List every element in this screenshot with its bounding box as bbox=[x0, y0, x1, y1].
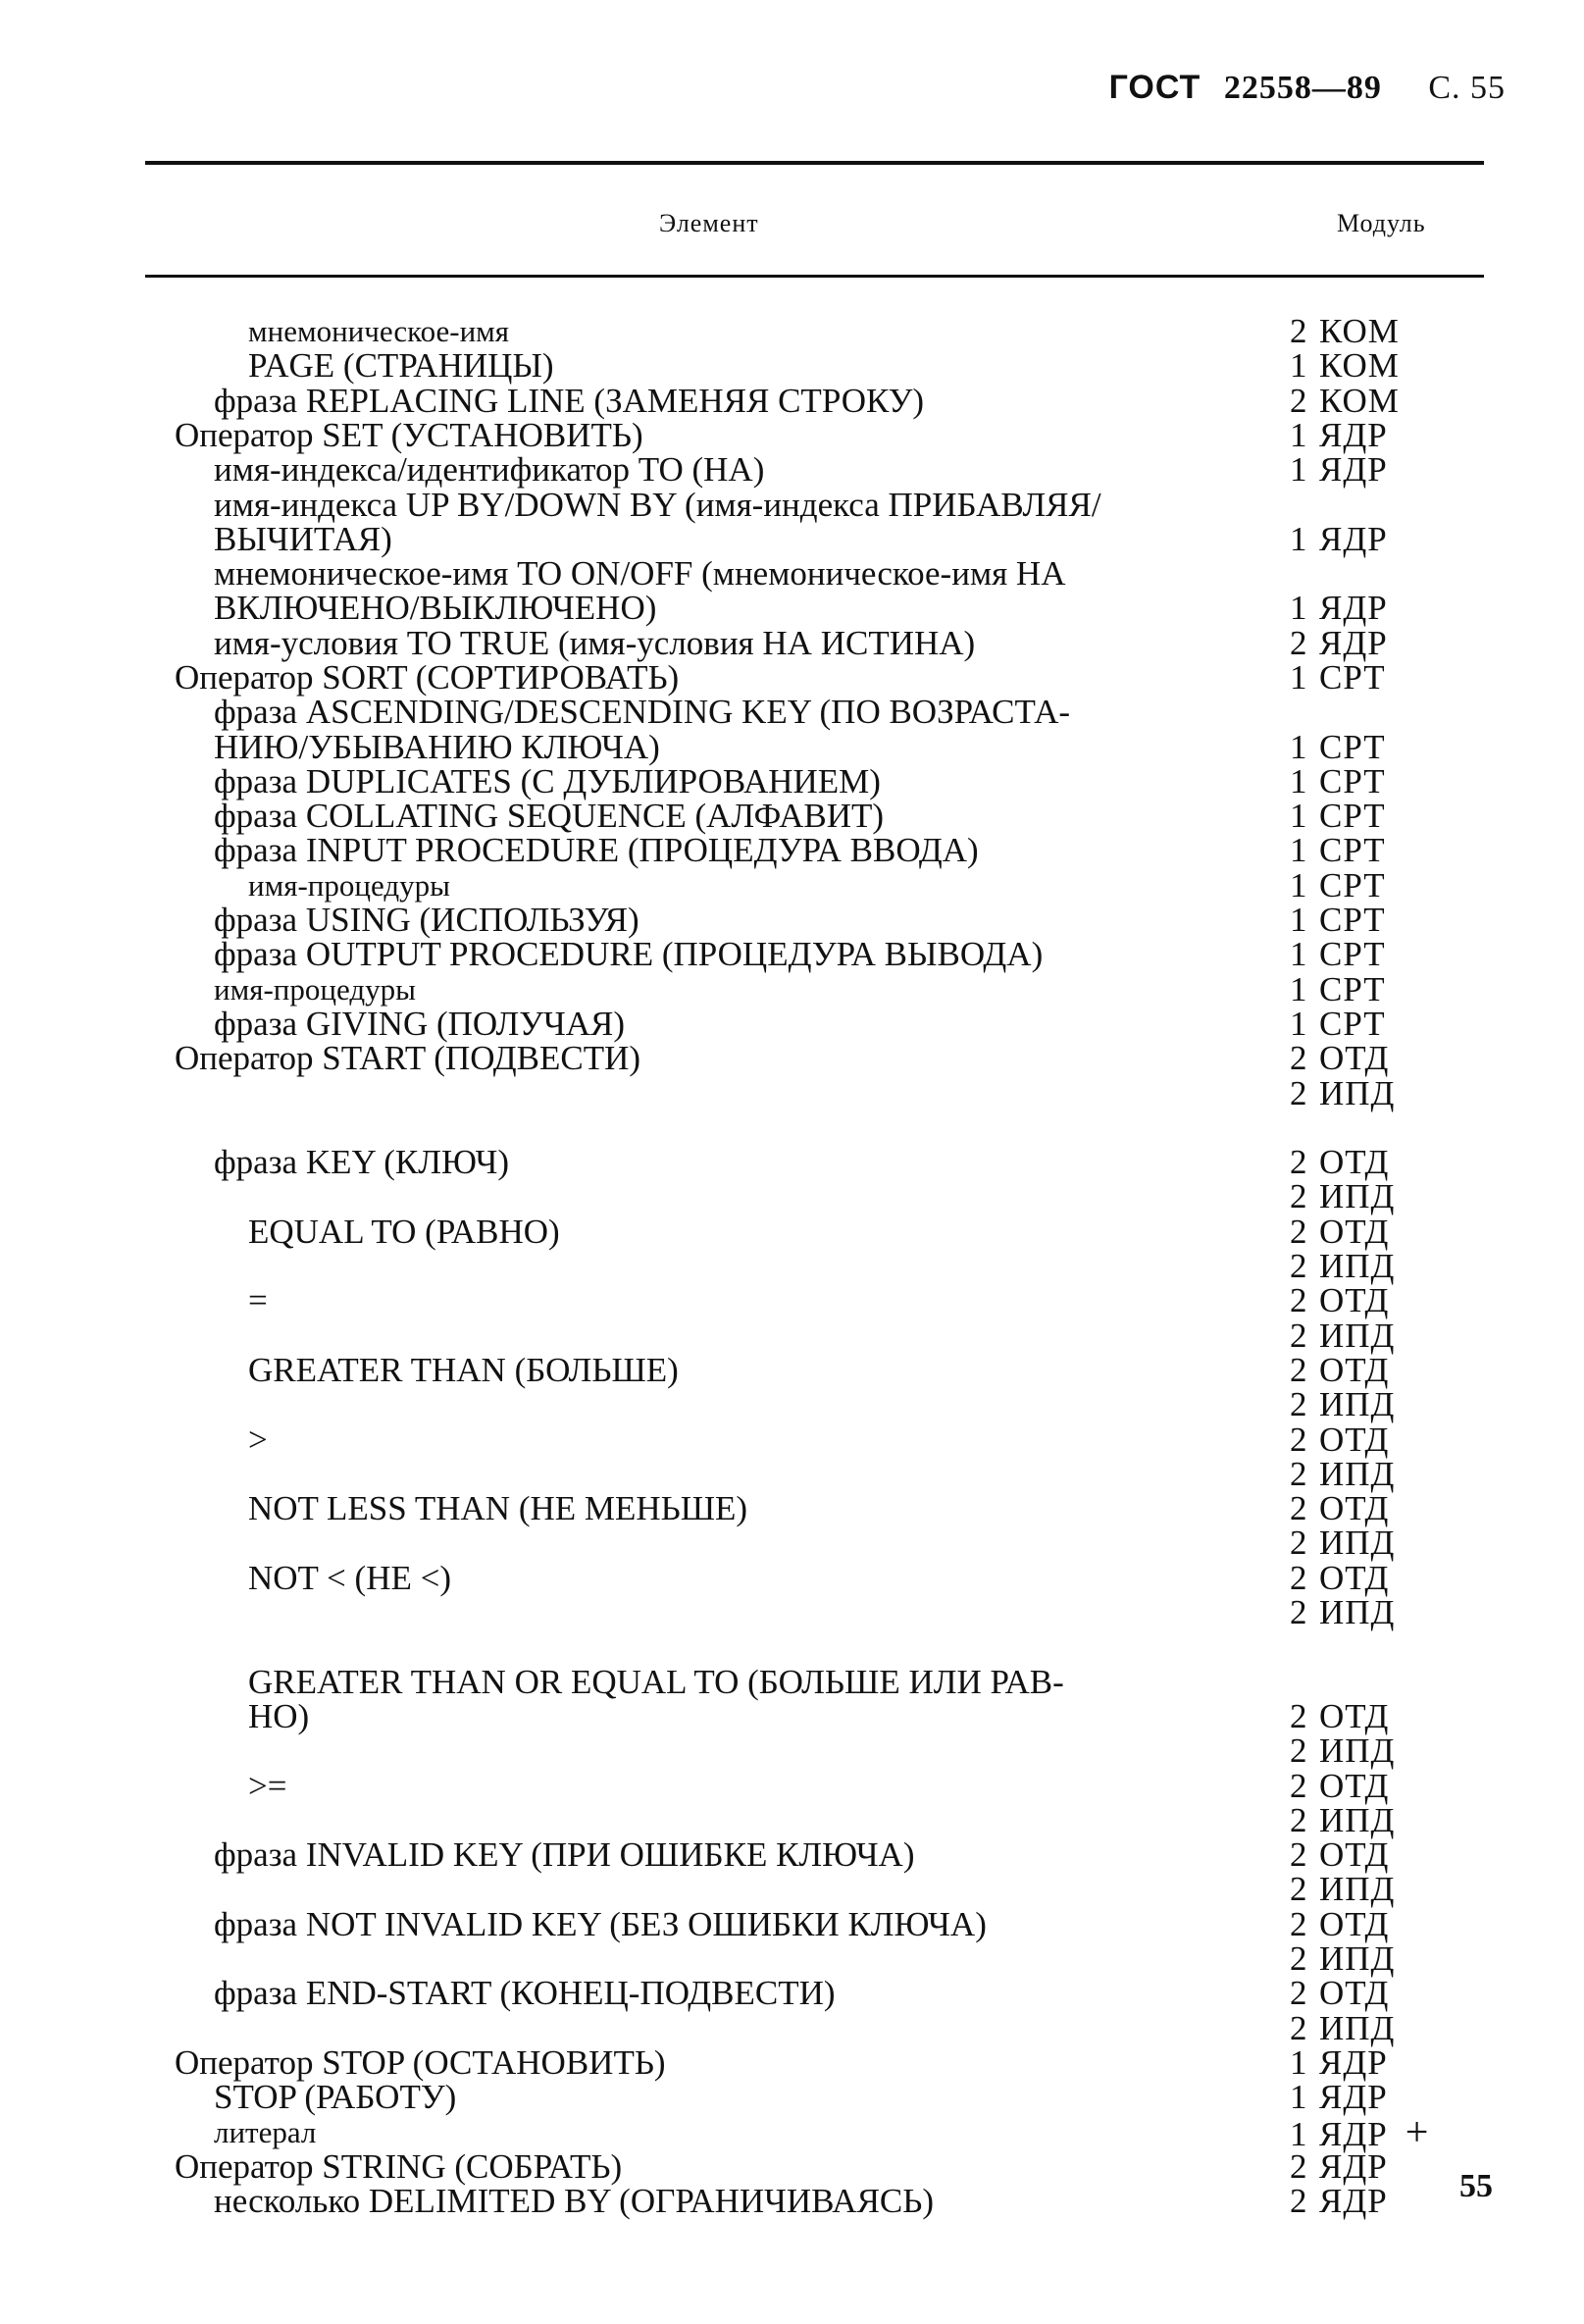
table-row bbox=[0, 1665, 1584, 1700]
module-code: ОТД bbox=[1319, 1974, 1390, 2012]
table-row bbox=[0, 1041, 1584, 1076]
module-code: ИПД bbox=[1319, 1455, 1396, 1493]
module-code: ИПД bbox=[1319, 1870, 1396, 1908]
table-row bbox=[0, 764, 1584, 800]
module-cell bbox=[1290, 2011, 1395, 2046]
module-cell bbox=[1290, 1803, 1395, 1838]
module-code: СРТ bbox=[1319, 762, 1386, 800]
module-level: 1 bbox=[1290, 831, 1307, 869]
element-text: Оператор STOP (ОСТАНОВИТЬ) bbox=[175, 2043, 666, 2082]
table-row bbox=[0, 903, 1584, 938]
module-code: ИПД bbox=[1319, 2009, 1396, 2047]
module-cell bbox=[1290, 660, 1386, 696]
module-cell bbox=[1290, 2080, 1388, 2115]
module-cell bbox=[1290, 1457, 1395, 1492]
module-level: 2 bbox=[1290, 1039, 1307, 1077]
module-code: ИПД bbox=[1319, 1177, 1396, 1215]
table-row bbox=[0, 1007, 1584, 1042]
element-text: > bbox=[248, 1420, 268, 1459]
table-row bbox=[0, 1733, 1584, 1769]
module-code: СРТ bbox=[1319, 1005, 1386, 1043]
element-text: НО) bbox=[248, 1697, 310, 1735]
module-cell bbox=[1290, 833, 1386, 868]
table-row bbox=[0, 937, 1584, 972]
table-row bbox=[0, 2045, 1584, 2081]
module-code: СРТ bbox=[1319, 866, 1386, 904]
element-text: имя-процедуры bbox=[214, 972, 416, 1007]
module-level: 1 bbox=[1290, 346, 1307, 385]
module-level: 1 bbox=[1290, 450, 1307, 489]
module-level: 2 bbox=[1290, 1767, 1307, 1805]
module-code: СРТ bbox=[1319, 935, 1386, 973]
module-code: ОТД bbox=[1319, 1559, 1390, 1597]
table-row bbox=[0, 1872, 1584, 1907]
module-code: ЯДР bbox=[1319, 450, 1388, 489]
table-row bbox=[0, 2110, 1584, 2155]
module-level: 2 bbox=[1290, 2182, 1307, 2220]
module-cell bbox=[1290, 1699, 1389, 1734]
module-level: 2 bbox=[1290, 2147, 1307, 2186]
module-code: ИПД bbox=[1319, 1593, 1396, 1631]
module-cell bbox=[1290, 799, 1386, 834]
module-cell bbox=[1290, 1353, 1389, 1388]
module-cell bbox=[1290, 452, 1388, 488]
module-cell bbox=[1290, 314, 1400, 349]
module-cell bbox=[1290, 1318, 1395, 1354]
table-row bbox=[0, 2011, 1584, 2046]
module-cell bbox=[1290, 384, 1400, 419]
module-code: ОТД bbox=[1319, 1697, 1390, 1735]
element-text: фраза END-START (КОНЕЦ-ПОДВЕСТИ) bbox=[214, 1974, 836, 2012]
table-header-rule bbox=[145, 275, 1484, 278]
module-level: 1 bbox=[1290, 416, 1307, 454]
table-row bbox=[0, 2149, 1584, 2185]
table-row bbox=[0, 695, 1584, 730]
element-text: имя-процедуры bbox=[248, 868, 450, 903]
module-cell bbox=[1290, 1769, 1389, 1804]
element-text: ВКЛЮЧЕНО/ВЫКЛЮЧЕНО) bbox=[214, 589, 657, 627]
gost-label: ГОСТ bbox=[1108, 69, 1201, 106]
module-code: ИПД bbox=[1319, 1317, 1396, 1355]
element-text: фраза OUTPUT PROCEDURE (ПРОЦЕДУРА ВЫВОДА) bbox=[214, 935, 1044, 973]
module-code: СРТ bbox=[1319, 797, 1386, 835]
module-cell bbox=[1290, 1872, 1395, 1907]
element-text: фраза USING (ИСПОЛЬЗУЯ) bbox=[214, 901, 639, 939]
table-row bbox=[0, 591, 1584, 626]
module-code: ЯДР bbox=[1319, 624, 1388, 662]
table-row bbox=[0, 1525, 1584, 1561]
module-cell bbox=[1290, 522, 1388, 557]
module-cell bbox=[1290, 1007, 1386, 1042]
module-cell bbox=[1290, 1214, 1389, 1250]
module-cell bbox=[1290, 1422, 1389, 1458]
module-cell bbox=[1290, 2149, 1388, 2185]
module-level: 2 bbox=[1290, 1420, 1307, 1459]
table-row bbox=[0, 1491, 1584, 1526]
element-text: ВЫЧИТАЯ) bbox=[214, 520, 392, 558]
module-cell bbox=[1290, 591, 1388, 626]
element-text: фраза INPUT PROCEDURE (ПРОЦЕДУРА ВВОДА) bbox=[214, 831, 979, 869]
module-level: 2 bbox=[1290, 1593, 1307, 1631]
element-text: GREATER THAN (БОЛЬШЕ) bbox=[248, 1351, 679, 1389]
column-header-module: Модуль bbox=[1337, 209, 1426, 237]
module-cell bbox=[1290, 1491, 1389, 1526]
module-cell bbox=[1290, 764, 1386, 800]
module-code: СРТ bbox=[1319, 970, 1386, 1008]
module-level: 2 bbox=[1290, 1559, 1307, 1597]
module-code: ОТД bbox=[1319, 1039, 1390, 1077]
module-code: ОТД bbox=[1319, 1351, 1390, 1389]
module-code: ОТД bbox=[1319, 1489, 1390, 1527]
element-text: фраза ASCENDING/DESCENDING KEY (ПО ВОЗРАСТА- bbox=[214, 693, 1071, 731]
module-level: 1 bbox=[1290, 866, 1307, 904]
module-level: 2 bbox=[1290, 2009, 1307, 2047]
table-top-rule bbox=[145, 161, 1484, 165]
module-level: 2 bbox=[1290, 1351, 1307, 1389]
module-code: ИПД bbox=[1319, 1801, 1396, 1839]
module-code: КОМ bbox=[1319, 346, 1400, 385]
module-cell bbox=[1290, 626, 1388, 661]
module-level: 1 bbox=[1290, 970, 1307, 1008]
table-row bbox=[0, 1179, 1584, 1214]
module-code: ЯДР bbox=[1319, 2043, 1388, 2082]
module-cell bbox=[1290, 1941, 1395, 1977]
table-row bbox=[0, 384, 1584, 419]
element-text: мнемоническое-имя bbox=[248, 314, 510, 348]
module-code: ЯДР bbox=[1319, 520, 1388, 558]
module-code: ИПД bbox=[1319, 1731, 1396, 1770]
table-row bbox=[0, 1457, 1584, 1492]
module-code: ОТД bbox=[1319, 1905, 1390, 1943]
element-text: STOP (РАБОТУ) bbox=[214, 2078, 457, 2116]
module-level: 2 bbox=[1290, 1801, 1307, 1839]
table-row bbox=[0, 799, 1584, 834]
module-level: 2 bbox=[1290, 1074, 1307, 1112]
module-code: СРТ bbox=[1319, 831, 1386, 869]
table-row bbox=[0, 1249, 1584, 1284]
module-level: 1 bbox=[1290, 2078, 1307, 2116]
module-cell bbox=[1290, 1076, 1395, 1111]
module-level: 2 bbox=[1290, 1281, 1307, 1319]
element-text: >= bbox=[248, 1767, 287, 1805]
module-code: ОТД bbox=[1319, 1213, 1390, 1251]
table-row bbox=[0, 1699, 1584, 1734]
table-row bbox=[0, 972, 1584, 1007]
module-level: 2 bbox=[1290, 312, 1307, 350]
table-row bbox=[0, 1145, 1584, 1180]
module-code: ИПД bbox=[1319, 1247, 1396, 1285]
module-cell bbox=[1290, 730, 1386, 765]
module-cell bbox=[1290, 903, 1386, 938]
plus-mark: + bbox=[1405, 2110, 1429, 2155]
table-row bbox=[0, 1976, 1584, 2011]
module-level: 1 bbox=[1290, 2115, 1307, 2153]
module-level: 1 bbox=[1290, 2043, 1307, 2082]
module-cell bbox=[1290, 1525, 1395, 1561]
module-code: ОТД bbox=[1319, 1767, 1390, 1805]
module-level: 2 bbox=[1290, 1524, 1307, 1562]
module-code: ИПД bbox=[1319, 1524, 1396, 1562]
table-row bbox=[0, 348, 1584, 384]
table-row bbox=[0, 1803, 1584, 1838]
module-code: ИПД bbox=[1319, 1074, 1396, 1112]
module-level: 1 bbox=[1290, 901, 1307, 939]
module-cell bbox=[1290, 937, 1386, 972]
element-text: EQUAL TO (РАВНО) bbox=[248, 1213, 560, 1251]
module-cell bbox=[1290, 1595, 1395, 1630]
column-header-element: Элемент bbox=[659, 209, 759, 237]
module-code: СРТ bbox=[1319, 728, 1386, 766]
module-cell bbox=[1290, 1249, 1395, 1284]
module-code: ЯДР bbox=[1319, 2147, 1388, 2186]
table-row bbox=[0, 556, 1584, 592]
module-level: 1 bbox=[1290, 762, 1307, 800]
element-text: Оператор SET (УСТАНОВИТЬ) bbox=[175, 416, 643, 454]
header-page: С. 55 bbox=[1428, 70, 1506, 106]
table-row bbox=[0, 418, 1584, 453]
element-text: фраза COLLATING SEQUENCE (АЛФАВИТ) bbox=[214, 797, 885, 835]
table-row bbox=[0, 626, 1584, 661]
module-level: 1 bbox=[1290, 1005, 1307, 1043]
table-row bbox=[0, 488, 1584, 523]
module-code: ЯДР bbox=[1319, 2115, 1388, 2153]
table-row bbox=[0, 730, 1584, 765]
table-row bbox=[0, 1595, 1584, 1630]
element-text: GREATER THAN OR EQUAL TO (БОЛЬШЕ ИЛИ РАВ- bbox=[248, 1663, 1064, 1701]
table-row bbox=[0, 660, 1584, 696]
table-row bbox=[0, 1076, 1584, 1111]
element-text: фраза GIVING (ПОЛУЧАЯ) bbox=[214, 1005, 625, 1043]
module-cell bbox=[1290, 1976, 1389, 2011]
module-cell bbox=[1290, 1041, 1389, 1076]
element-text: имя-индекса UP BY/DOWN BY (имя-индекса ПРИБАВЛЯЯ/ bbox=[214, 486, 1101, 524]
module-level: 2 bbox=[1290, 1247, 1307, 1285]
module-level: 2 bbox=[1290, 1455, 1307, 1493]
module-cell bbox=[1290, 348, 1400, 384]
module-level: 2 bbox=[1290, 1731, 1307, 1770]
module-level: 1 bbox=[1290, 728, 1307, 766]
module-cell bbox=[1290, 1837, 1389, 1873]
module-code: КОМ bbox=[1319, 382, 1400, 420]
module-level: 2 bbox=[1290, 1489, 1307, 1527]
element-text: фраза INVALID KEY (ПРИ ОШИБКЕ КЛЮЧА) bbox=[214, 1835, 915, 1874]
table-row bbox=[0, 522, 1584, 557]
module-level: 2 bbox=[1290, 1870, 1307, 1908]
table-row bbox=[0, 314, 1584, 349]
module-code: ЯДР bbox=[1319, 416, 1388, 454]
page-header bbox=[1109, 69, 1506, 107]
element-text: = bbox=[248, 1281, 268, 1319]
table-row bbox=[0, 2184, 1584, 2219]
element-text: несколько DELIMITED BY (ОГРАНИЧИВАЯСЬ) bbox=[214, 2182, 935, 2220]
module-level: 2 bbox=[1290, 1317, 1307, 1355]
module-cell bbox=[1290, 2184, 1388, 2219]
element-text: литерал bbox=[214, 2115, 317, 2149]
module-cell bbox=[1290, 972, 1386, 1007]
module-level: 2 bbox=[1290, 1697, 1307, 1735]
page-number: 55 bbox=[1459, 2168, 1493, 2204]
table-row bbox=[0, 1769, 1584, 1804]
element-text: НИЮ/УБЫВАНИЮ КЛЮЧА) bbox=[214, 728, 660, 766]
element-text: фраза KEY (КЛЮЧ) bbox=[214, 1143, 509, 1181]
module-level: 1 bbox=[1290, 797, 1307, 835]
table-row bbox=[0, 1941, 1584, 1977]
module-cell bbox=[1290, 1179, 1395, 1214]
module-code: ИПД bbox=[1319, 1939, 1396, 1978]
module-code: ОТД bbox=[1319, 1143, 1390, 1181]
module-level: 2 bbox=[1290, 1905, 1307, 1943]
module-level: 2 bbox=[1290, 382, 1307, 420]
standard-number: 22558—89 bbox=[1223, 70, 1382, 106]
element-text: Оператор START (ПОДВЕСТИ) bbox=[175, 1039, 641, 1077]
module-level: 2 bbox=[1290, 1939, 1307, 1978]
module-cell bbox=[1290, 1907, 1389, 1942]
element-text: имя-индекса/идентификатор TO (НА) bbox=[214, 450, 765, 489]
module-level: 1 bbox=[1290, 520, 1307, 558]
module-code: ОТД bbox=[1319, 1281, 1390, 1319]
module-level: 2 bbox=[1290, 1835, 1307, 1874]
module-cell bbox=[1290, 868, 1386, 904]
module-level: 1 bbox=[1290, 658, 1307, 697]
module-cell bbox=[1290, 1145, 1389, 1180]
table-row bbox=[0, 1214, 1584, 1250]
module-code: ОТД bbox=[1319, 1835, 1390, 1874]
table-row bbox=[0, 452, 1584, 488]
module-level: 2 bbox=[1290, 1213, 1307, 1251]
module-cell bbox=[1290, 1387, 1395, 1422]
table-row bbox=[0, 1318, 1584, 1354]
table-row bbox=[0, 1837, 1584, 1873]
element-text: NOT LESS THAN (НЕ МЕНЬШЕ) bbox=[248, 1489, 748, 1527]
element-text: имя-условия TO TRUE (имя-условия НА ИСТИНА) bbox=[214, 624, 976, 662]
table-row bbox=[0, 1283, 1584, 1318]
element-text: фраза DUPLICATES (С ДУБЛИРОВАНИЕМ) bbox=[214, 762, 881, 800]
module-code: ЯДР bbox=[1319, 2182, 1388, 2220]
table-row bbox=[0, 833, 1584, 868]
element-text: PAGE (СТРАНИЦЫ) bbox=[248, 346, 554, 385]
module-level: 2 bbox=[1290, 1143, 1307, 1181]
module-code: СРТ bbox=[1319, 901, 1386, 939]
module-cell bbox=[1290, 1561, 1389, 1596]
module-level: 2 bbox=[1290, 1974, 1307, 2012]
element-text: Оператор STRING (СОБРАТЬ) bbox=[175, 2147, 623, 2186]
module-code: ЯДР bbox=[1319, 589, 1388, 627]
table-row bbox=[0, 1353, 1584, 1388]
module-level: 1 bbox=[1290, 589, 1307, 627]
element-text: мнемоническое-имя TO ON/OFF (мнемоническое-имя НА bbox=[214, 554, 1066, 593]
module-level: 2 bbox=[1290, 1177, 1307, 1215]
module-code: ОТД bbox=[1319, 1420, 1390, 1459]
module-level: 2 bbox=[1290, 1385, 1307, 1423]
module-cell bbox=[1290, 2045, 1388, 2081]
module-code: КОМ bbox=[1319, 312, 1400, 350]
element-text: фраза NOT INVALID KEY (БЕЗ ОШИБКИ КЛЮЧА) bbox=[214, 1905, 987, 1943]
module-cell bbox=[1290, 418, 1388, 453]
table-row bbox=[0, 1561, 1584, 1596]
module-cell bbox=[1290, 1283, 1389, 1318]
table-row bbox=[0, 868, 1584, 904]
table-row bbox=[0, 1387, 1584, 1422]
module-level: 2 bbox=[1290, 624, 1307, 662]
table-row bbox=[0, 1422, 1584, 1458]
table-row bbox=[0, 1907, 1584, 1942]
element-text: Оператор SORT (СОРТИРОВАТЬ) bbox=[175, 658, 680, 697]
module-cell bbox=[1290, 1733, 1395, 1769]
element-text: NOT < (НЕ <) bbox=[248, 1559, 451, 1597]
table-row bbox=[0, 2080, 1584, 2115]
module-code: СРТ bbox=[1319, 658, 1386, 697]
element-text: фраза REPLACING LINE (ЗАМЕНЯЯ СТРОКУ) bbox=[214, 382, 925, 420]
module-level: 1 bbox=[1290, 935, 1307, 973]
module-code: ЯДР bbox=[1319, 2078, 1388, 2116]
module-code: ИПД bbox=[1319, 1385, 1396, 1423]
